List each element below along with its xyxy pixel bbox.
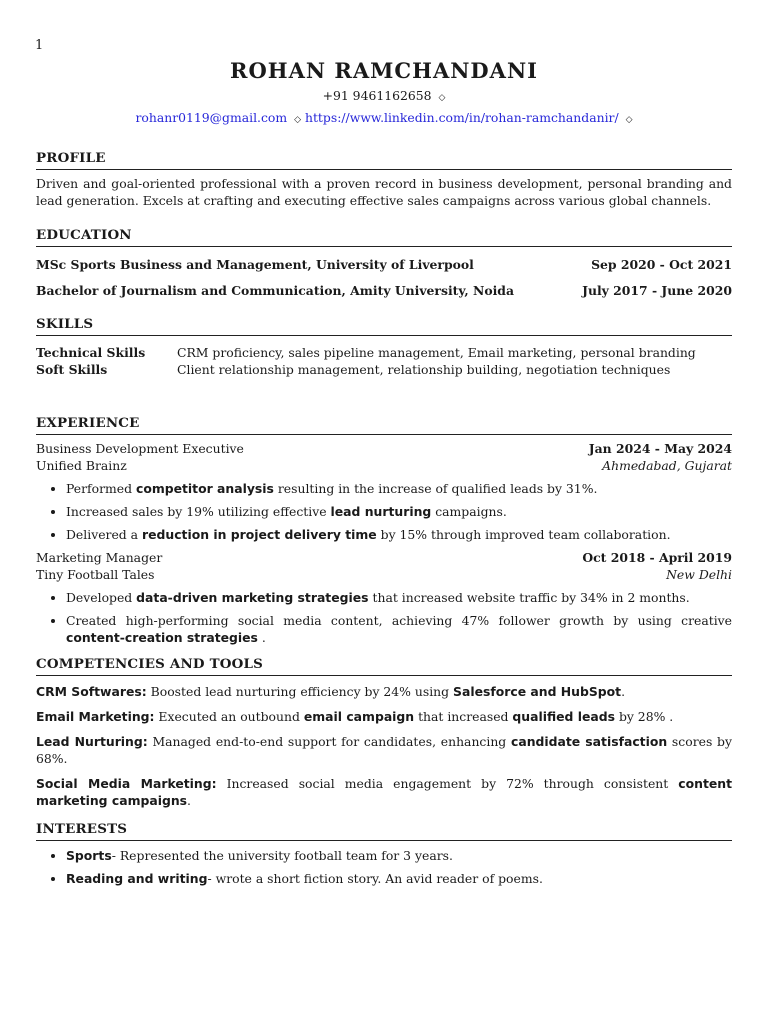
education-item <box>36 252 732 278</box>
bullet-text: Delivered a <box>66 527 142 542</box>
competency-text: . <box>621 684 626 699</box>
page-number: 1 <box>35 38 44 53</box>
competency-text: by 28% . <box>615 709 674 724</box>
contact-links-line <box>36 108 732 130</box>
education-dates: July 2017 - June 2020 <box>582 283 732 298</box>
interest-text: - wrote a short fiction story. An avid reader of poems. <box>207 871 543 886</box>
skills-section <box>36 314 732 378</box>
education-item <box>36 278 732 304</box>
job-bullet <box>66 480 732 497</box>
job-subheader <box>36 457 732 474</box>
bullet-highlight: content-creation strategies <box>66 630 258 645</box>
competency-highlight: Salesforce and HubSpot <box>453 684 622 699</box>
education-dates: Sep 2020 - Oct 2021 <box>591 257 732 272</box>
skill-value: Client relationship management, relationship building, negotiation techniques <box>177 362 671 377</box>
competency-highlight: email campaign <box>303 709 415 724</box>
bullet-text: that increased website traffic by 34% in 2 months. <box>368 590 690 605</box>
bullet-highlight: data-driven marketing strategies <box>136 590 369 605</box>
skill-label: Soft Skills <box>36 362 108 377</box>
bullet-text: Performed <box>66 481 136 496</box>
section-title-profile: PROFILE <box>36 148 732 170</box>
job-subheader <box>36 566 732 583</box>
job-bullet <box>66 612 732 646</box>
competency-label: Lead Nurturing: <box>36 734 148 749</box>
job-bullets <box>36 480 732 543</box>
separator-diamond-icon: ◇ <box>438 93 446 103</box>
bullet-text: resulting in the increase of qualified leads by 31%. <box>273 481 598 496</box>
education-degree: MSc Sports Business and Management, University of Liverpool <box>36 257 474 272</box>
resume-document <box>36 56 732 893</box>
interest-name: Sports <box>66 848 112 863</box>
section-title-experience: EXPERIENCE <box>36 413 732 435</box>
competency-text: Boosted lead nurturing efficiency by 24% using <box>146 684 454 699</box>
separator-diamond-icon: ◇ <box>294 115 302 125</box>
profile-section <box>36 148 732 209</box>
competency-label: CRM Softwares: <box>36 684 147 699</box>
competency-text: scores by 68%. <box>36 734 732 766</box>
separator-diamond-icon: ◇ <box>625 115 633 125</box>
bullet-text: . <box>257 630 266 645</box>
competency-text: Managed end-to-end support for candidates, enhancing <box>147 734 511 749</box>
interest-text: - Represented the university football team for 3 years. <box>111 848 453 863</box>
skill-label: Technical Skills <box>36 345 146 360</box>
competency-text: Increased social media engagement by 72% through consistent <box>216 776 679 791</box>
section-title-education: EDUCATION <box>36 225 732 247</box>
profile-text: Driven and goal-oriented professional with a proven record in business development, personal branding and lead generation. Excels at crafting and executing effective sales campaigns across various global channels. <box>36 176 732 208</box>
job-role: Business Development Executive <box>36 441 244 456</box>
competency-highlight: qualified leads <box>512 709 615 724</box>
competencies-section <box>36 654 732 809</box>
skill-row <box>36 361 732 378</box>
bullet-text: by 15% through improved team collaboration. <box>376 527 671 542</box>
bullet-highlight: lead nurturing <box>330 504 432 519</box>
job-location: Ahmedabad, Gujarat <box>602 458 732 473</box>
job-header <box>36 549 732 566</box>
skill-value: CRM proficiency, sales pipeline management, Email marketing, personal branding <box>177 345 696 360</box>
competency-item <box>36 708 732 725</box>
competency-highlight: content marketing campaigns <box>36 776 733 808</box>
job-company: Tiny Football Tales <box>36 567 155 582</box>
contact-phone-line <box>36 86 732 108</box>
interest-name: Reading and writing <box>66 871 208 886</box>
competency-item <box>36 775 732 809</box>
education-degree: Bachelor of Journalism and Communication, Amity University, Noida <box>36 283 515 298</box>
candidate-name: ROHAN RAMCHANDANI <box>230 58 538 83</box>
competency-text: that increased <box>414 709 513 724</box>
section-title-competencies: COMPETENCIES AND TOOLS <box>36 654 732 676</box>
competency-item <box>36 683 732 700</box>
job-bullets <box>36 589 732 646</box>
linkedin-link[interactable]: https://www.linkedin.com/in/rohan-ramchandanir/ <box>304 110 619 125</box>
phone-number: +91 9461162658 <box>322 88 432 103</box>
job-dates: Jan 2024 - May 2024 <box>588 441 732 456</box>
bullet-highlight: reduction in project delivery time <box>141 527 377 542</box>
job-dates: Oct 2018 - April 2019 <box>582 550 732 565</box>
skill-row <box>36 344 732 361</box>
interest-item <box>66 847 732 864</box>
competency-highlight: candidate satisfaction <box>510 734 668 749</box>
competency-text: . <box>187 793 191 808</box>
job-header <box>36 440 732 457</box>
job-entry <box>36 549 732 646</box>
section-title-interests: INTERESTS <box>36 819 732 841</box>
section-title-skills: SKILLS <box>36 314 732 336</box>
job-bullet <box>66 503 732 520</box>
competencies-list <box>36 681 732 809</box>
job-bullet <box>66 589 732 606</box>
bullet-text: campaigns. <box>431 504 507 519</box>
experience-section <box>36 413 732 646</box>
education-section <box>36 225 732 304</box>
competency-item <box>36 733 732 767</box>
competency-text: Executed an outbound <box>154 709 304 724</box>
bullet-text: Created high-performing social media content, achieving 47% follower growth by using creative <box>66 613 732 628</box>
skills-list <box>36 341 732 378</box>
education-list <box>36 252 732 304</box>
experience-list <box>36 440 732 646</box>
job-bullet <box>66 526 732 543</box>
job-company: Unified Brainz <box>36 458 127 473</box>
job-entry <box>36 440 732 543</box>
competency-label: Social Media Marketing: <box>36 776 217 791</box>
job-role: Marketing Manager <box>36 550 163 565</box>
competency-label: Email Marketing: <box>36 709 155 724</box>
bullet-highlight: competitor analysis <box>135 481 274 496</box>
interests-list <box>36 847 732 887</box>
interests-section <box>36 819 732 887</box>
bullet-text: Developed <box>66 590 137 605</box>
job-location: New Delhi <box>666 567 732 582</box>
interest-item <box>66 870 732 887</box>
email-link[interactable]: rohanr0119@gmail.com <box>135 110 288 125</box>
bullet-text: Increased sales by 19% utilizing effective <box>66 504 331 519</box>
